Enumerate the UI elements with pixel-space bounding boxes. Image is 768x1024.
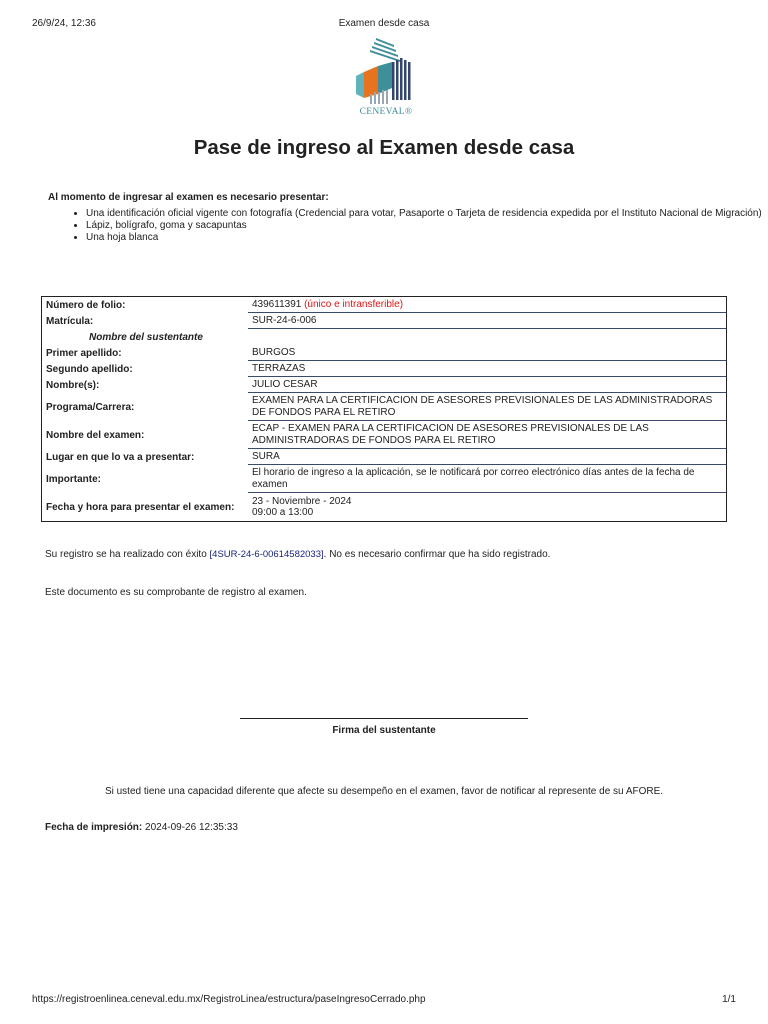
registration-message bbox=[45, 549, 550, 560]
lugar-value: SURA bbox=[248, 449, 726, 465]
table-row bbox=[42, 361, 726, 377]
registration-prefix: Su registro se ha realizado con éxito bbox=[45, 549, 210, 560]
importante-value: El horario de ingreso a la aplicación, se le notificará por correo electrónico días antes de la fecha de examen bbox=[248, 465, 726, 493]
print-date-label: Fecha de impresión: bbox=[45, 822, 143, 833]
table-row bbox=[42, 421, 726, 449]
folio-value-cell bbox=[248, 297, 726, 313]
table-row bbox=[42, 493, 726, 521]
nombres-value: JULIO CESAR bbox=[248, 377, 726, 393]
examen-label: Nombre del examen: bbox=[46, 429, 145, 441]
requirement-item: • Una identificación oficial vigente con fotografía (Credencial para votar, Pasaporte o Tarjeta de residencia expedida por el Instituto Nacional de Migración) bbox=[86, 208, 768, 220]
signature-label: Firma del sustentante bbox=[332, 725, 436, 736]
requirements-list bbox=[48, 208, 768, 244]
lugar-label: Lugar en que lo va a presentar: bbox=[46, 451, 195, 463]
table-row bbox=[42, 345, 726, 361]
primer-apellido-value: BURGOS bbox=[248, 345, 726, 361]
print-date-value: 2024-09-26 12:35:33 bbox=[145, 822, 238, 833]
requirement-item: • Una hoja blanca bbox=[86, 232, 768, 244]
page-title: Pase de ingreso al Examen desde casa bbox=[193, 136, 575, 159]
logo-wordmark: CENEVAL® bbox=[359, 107, 413, 117]
print-url: https://registroenlinea.ceneval.edu.mx/RegistroLinea/estructura/paseIngresoCerrado.php bbox=[32, 994, 426, 1005]
table-row bbox=[42, 393, 726, 421]
table-row bbox=[42, 449, 726, 465]
exam-pass-table bbox=[41, 296, 727, 522]
nombres-label: Nombre(s): bbox=[46, 379, 100, 391]
fecha-label: Fecha y hora para presentar el examen: bbox=[46, 501, 235, 513]
disability-notice: Si usted tiene una capacidad diferente que afecte su desempeño en el examen, favor de notificar al represente de su AFORE. bbox=[104, 786, 664, 797]
hora-value: 09:00 a 13:00 bbox=[252, 507, 314, 518]
registration-code: [4SUR-24-6-00614582033] bbox=[209, 549, 324, 560]
receipt-note: Este documento es su comprobante de registro al examen. bbox=[45, 587, 307, 598]
table-row bbox=[42, 297, 726, 313]
folio-value: 439611391 bbox=[252, 298, 302, 310]
print-datetime: 26/9/24, 12:36 bbox=[32, 18, 96, 29]
print-page-count: 1/1 bbox=[722, 994, 736, 1005]
primer-apellido-label: Primer apellido: bbox=[46, 347, 122, 359]
matricula-label: Matrícula: bbox=[46, 315, 94, 327]
folio-label: Número de folio: bbox=[46, 299, 126, 311]
fecha-value: 23 - Noviembre - 2024 bbox=[252, 495, 352, 507]
importante-label: Importante: bbox=[46, 473, 101, 485]
print-page-title: Examen desde casa bbox=[338, 18, 430, 29]
table-row bbox=[42, 329, 726, 345]
registration-suffix: . No es necesario confirmar que ha sido registrado. bbox=[323, 549, 551, 560]
segundo-apellido-label: Segundo apellido: bbox=[46, 363, 133, 375]
segundo-apellido-value: TERRAZAS bbox=[248, 361, 726, 377]
examen-value: ECAP - EXAMEN PARA LA CERTIFICACION DE ASESORES PREVISIONALES DE LAS ADMINISTRADORAS DE FONDOS PARA EL RETIRO bbox=[248, 421, 726, 449]
requirements-intro: Al momento de ingresar al examen es necesario presentar: bbox=[48, 192, 329, 203]
programa-label: Programa/Carrera: bbox=[46, 401, 135, 413]
fecha-value-cell bbox=[248, 493, 726, 521]
section-label: Nombre del sustentante bbox=[89, 331, 203, 343]
signature-line bbox=[240, 718, 528, 719]
folio-note: (único e intransferible) bbox=[304, 298, 404, 310]
table-row bbox=[42, 465, 726, 493]
requirement-item: • Lápiz, bolígrafo, goma y sacapuntas bbox=[86, 220, 768, 232]
programa-value: EXAMEN PARA LA CERTIFICACION DE ASESORES PREVISIONALES DE LAS ADMINISTRADORAS DE FONDOS PARA EL RETIRO bbox=[248, 393, 726, 421]
print-date bbox=[45, 822, 238, 833]
matricula-value: SUR-24-6-006 bbox=[248, 313, 726, 329]
table-row bbox=[42, 313, 726, 329]
table-row bbox=[42, 377, 726, 393]
